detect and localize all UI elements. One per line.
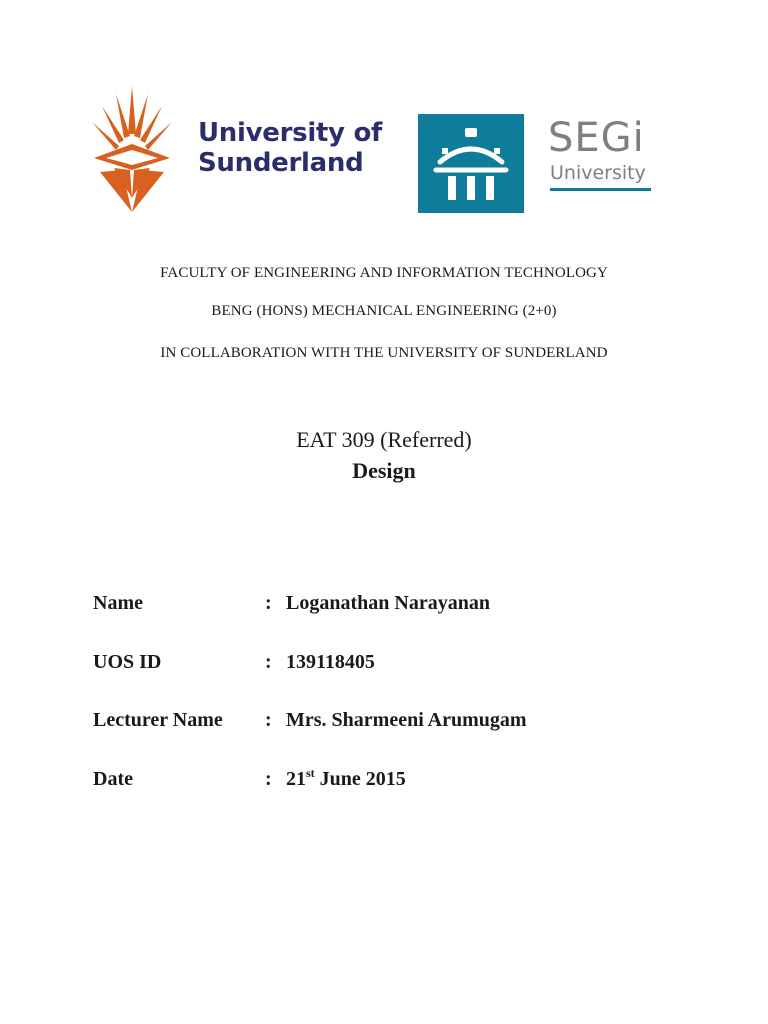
name-label: Name: [93, 592, 143, 614]
sunderland-line-1: University of: [198, 118, 383, 148]
lecturer-label: Lecturer Name: [93, 709, 223, 731]
sunburst-crest-icon: [92, 86, 172, 216]
segi-underline: [550, 188, 651, 191]
uos-id-separator: :: [265, 651, 272, 673]
collaboration-heading: IN COLLABORATION WITH THE UNIVERSITY OF SUNDERLAND: [160, 345, 608, 361]
date-day: 21: [286, 768, 306, 790]
programme-heading: BENG (HONS) MECHANICAL ENGINEERING (2+0): [211, 303, 557, 319]
name-separator: :: [265, 592, 272, 614]
uos-id-label: UOS ID: [93, 651, 162, 673]
sunderland-wordmark: [198, 118, 382, 178]
faculty-heading: FACULTY OF ENGINEERING AND INFORMATION TECHNOLOGY: [160, 265, 608, 281]
sunderland-logo: [92, 86, 392, 216]
sunderland-line-2: Sunderland: [198, 148, 364, 178]
uos-id-value: 139118405: [286, 651, 375, 673]
segi-wordmark: SEGi: [548, 115, 645, 161]
course-code: EAT 309 (Referred): [296, 427, 472, 452]
segi-emblem: [418, 114, 524, 213]
lecturer-value: Mrs. Sharmeeni Arumugam: [286, 709, 527, 731]
segi-subtitle: University: [550, 162, 646, 184]
lecturer-separator: :: [265, 709, 272, 731]
date-month-year: June 2015: [314, 768, 406, 790]
date-ordinal-suffix: st: [306, 766, 315, 780]
name-value: Loganathan Narayanan: [286, 592, 490, 614]
date-value: [286, 768, 406, 791]
date-label: Date: [93, 768, 133, 790]
dome-building-icon: [418, 114, 524, 213]
course-title: Design: [352, 458, 416, 483]
date-separator: :: [265, 768, 272, 790]
